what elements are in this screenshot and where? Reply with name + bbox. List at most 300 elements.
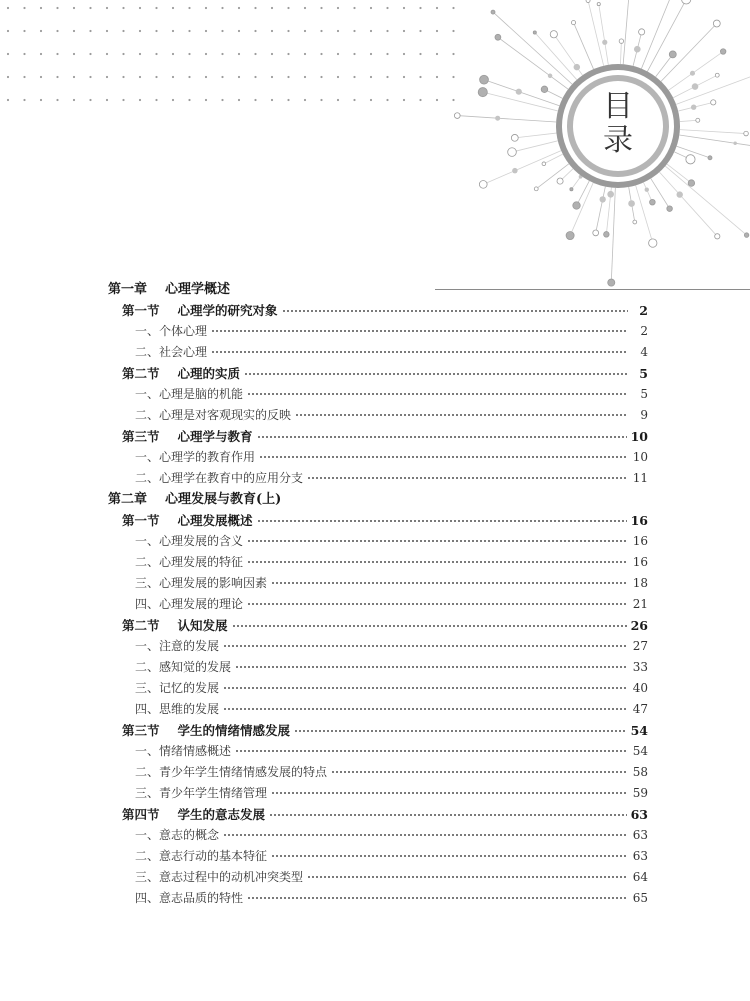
burst-node xyxy=(667,206,673,212)
burst-ray xyxy=(515,133,557,138)
toc-entry-title: 心理学与教育 xyxy=(177,429,253,444)
toc-entry-number: 三、 xyxy=(135,870,160,884)
toc-page-number: 47 xyxy=(632,702,648,716)
burst-node xyxy=(715,234,720,239)
burst-ray xyxy=(641,0,680,69)
burst-node xyxy=(574,64,580,70)
toc-entry-number: 第一节 xyxy=(122,303,160,318)
grid-dot xyxy=(106,30,108,32)
toc-page-number: 5 xyxy=(639,366,648,381)
dot-leader xyxy=(259,454,628,460)
burst-ray xyxy=(647,0,686,71)
toc-page-number: 58 xyxy=(632,765,648,779)
grid-dot xyxy=(172,76,174,78)
burst-node xyxy=(686,155,695,164)
grid-dot xyxy=(89,30,91,32)
grid-dot xyxy=(386,7,388,9)
dot-leader xyxy=(247,895,628,901)
burst-node xyxy=(696,118,700,122)
grid-dot xyxy=(403,53,405,55)
grid-dot xyxy=(40,7,42,9)
toc-item[interactable] xyxy=(108,846,648,867)
grid-dot xyxy=(403,99,405,101)
dot-leader xyxy=(257,518,627,524)
toc-page-number: 63 xyxy=(632,828,648,842)
grid-dot xyxy=(7,99,9,101)
toc-entry-number: 第四节 xyxy=(122,807,160,822)
grid-dot xyxy=(403,30,405,32)
toc-section[interactable] xyxy=(108,510,648,531)
burst-node xyxy=(508,148,517,157)
burst-node xyxy=(548,74,553,79)
grid-dot xyxy=(287,99,289,101)
burst-ray xyxy=(636,185,653,243)
grid-dot xyxy=(73,7,75,9)
toc-page-number: 63 xyxy=(632,849,648,863)
burst-node xyxy=(516,89,522,95)
grid-dot xyxy=(353,53,355,55)
toc-entry-title: 心理发展的含义 xyxy=(159,534,244,548)
grid-dot xyxy=(304,76,306,78)
burst-node xyxy=(512,168,518,174)
grid-dot xyxy=(403,7,405,9)
dot-leader xyxy=(223,832,628,838)
toc-entry-title: 心理的实质 xyxy=(177,366,241,381)
grid-dot xyxy=(320,30,322,32)
toc-entry-number: 第三节 xyxy=(122,429,160,444)
toc-entry-number: 二、 xyxy=(135,471,160,485)
burst-node xyxy=(593,230,599,236)
grid-dot xyxy=(139,76,141,78)
burst-node xyxy=(713,20,720,27)
grid-dot xyxy=(7,76,9,78)
grid-dot xyxy=(370,53,372,55)
dot-leader xyxy=(257,434,627,440)
burst-node xyxy=(495,34,501,40)
toc-item[interactable] xyxy=(108,657,648,678)
grid-dot xyxy=(370,76,372,78)
grid-dot xyxy=(238,76,240,78)
dot-leader xyxy=(307,475,628,481)
grid-dot xyxy=(337,99,339,101)
toc-item[interactable] xyxy=(108,321,648,342)
grid-dot xyxy=(221,76,223,78)
toc-page-number: 2 xyxy=(639,303,648,318)
grid-dot xyxy=(320,99,322,101)
toc-item[interactable] xyxy=(108,888,648,909)
toc-entry-number: 第一节 xyxy=(122,513,160,528)
grid-dot xyxy=(205,7,207,9)
toc-item[interactable] xyxy=(108,594,648,615)
toc-entry-number: 二、 xyxy=(135,849,160,863)
grid-dot xyxy=(386,30,388,32)
toc-entry-title: 青少年学生情绪管理 xyxy=(159,786,268,800)
toc-entry-number: 四、 xyxy=(135,702,160,716)
toc-item[interactable] xyxy=(108,573,648,594)
grid-dot xyxy=(155,53,157,55)
toc-item[interactable] xyxy=(108,783,648,804)
toc-section[interactable] xyxy=(108,720,648,741)
burst-node xyxy=(511,134,518,141)
burst-node xyxy=(628,200,635,207)
burst-ray xyxy=(656,54,673,76)
toc-entry-number: 一、 xyxy=(135,828,160,842)
toc-page-number: 10 xyxy=(632,450,648,464)
toc-entry-title: 学生的意志发展 xyxy=(177,807,266,822)
burst-node xyxy=(692,83,699,90)
grid-dot xyxy=(23,76,25,78)
toc-page-number: 2 xyxy=(640,324,648,338)
grid-dot xyxy=(188,76,190,78)
burst-node xyxy=(480,75,489,84)
grid-dot xyxy=(40,99,42,101)
burst-node xyxy=(639,29,645,35)
grid-dot xyxy=(89,99,91,101)
toc-page-number: 11 xyxy=(632,471,648,485)
dot-leader xyxy=(247,601,628,607)
burst-ray xyxy=(570,183,593,236)
grid-dot xyxy=(73,53,75,55)
toc-entry-number: 三、 xyxy=(135,681,160,695)
burst-node xyxy=(633,220,637,224)
toc-item[interactable] xyxy=(108,531,648,552)
grid-dot xyxy=(353,76,355,78)
dot-leader xyxy=(271,790,628,796)
grid-dot xyxy=(353,7,355,9)
toc-entry-title: 心理是对客观现实的反映 xyxy=(159,408,292,422)
toc-entry-title: 心理学概述 xyxy=(165,282,231,297)
grid-dot xyxy=(188,7,190,9)
grid-dot xyxy=(238,53,240,55)
dot-leader xyxy=(294,728,627,734)
starburst-decoration xyxy=(420,0,750,290)
toc-page-number: 27 xyxy=(632,639,648,653)
toc-entry-title: 心理发展与教育(上) xyxy=(165,492,282,507)
dot-leader xyxy=(307,874,628,880)
burst-node xyxy=(542,162,546,166)
burst-node xyxy=(733,141,736,144)
grid-dot xyxy=(205,53,207,55)
grid-dot xyxy=(221,99,223,101)
toc-item[interactable] xyxy=(108,678,648,699)
toc-entry-number: 三、 xyxy=(135,786,160,800)
toc-entry-title: 感知觉的发展 xyxy=(159,660,232,674)
toc-entry-number: 四、 xyxy=(135,891,160,905)
burst-node xyxy=(677,191,683,197)
burst-ray xyxy=(661,24,717,82)
grid-dot xyxy=(353,30,355,32)
burst-ray xyxy=(667,164,691,183)
toc-entry-number: 四、 xyxy=(135,597,160,611)
toc-page-number: 16 xyxy=(632,534,648,548)
grid-dot xyxy=(188,99,190,101)
grid-dot xyxy=(221,30,223,32)
toc-entry-number: 第二节 xyxy=(122,366,160,381)
grid-dot xyxy=(172,99,174,101)
toc-page-number: 63 xyxy=(630,807,648,822)
toc-entry-title: 心理发展的影响因素 xyxy=(159,576,268,590)
grid-dot xyxy=(23,7,25,9)
dot-leader xyxy=(269,812,627,818)
burst-node xyxy=(550,31,557,38)
toc-item[interactable] xyxy=(108,405,648,426)
burst-node xyxy=(602,40,607,45)
grid-dot xyxy=(23,30,25,32)
grid-dot xyxy=(155,30,157,32)
burst-ray xyxy=(644,183,653,203)
toc-page-number: 26 xyxy=(630,618,648,633)
grid-dot xyxy=(106,7,108,9)
grid-dot xyxy=(7,30,9,32)
grid-dot xyxy=(271,30,273,32)
toc-entry-number: 一、 xyxy=(135,450,160,464)
grid-dot xyxy=(337,30,339,32)
grid-dot xyxy=(122,99,124,101)
dot-leader xyxy=(282,308,628,314)
grid-dot xyxy=(73,30,75,32)
burst-node xyxy=(491,10,495,14)
dot-leader xyxy=(247,391,628,397)
grid-dot xyxy=(106,76,108,78)
toc-entry-title: 意志过程中的动机冲突类型 xyxy=(159,870,304,884)
toc-section[interactable] xyxy=(108,300,648,321)
grid-dot xyxy=(155,99,157,101)
page-title-char-1: 目 xyxy=(603,89,633,124)
grid-dot xyxy=(172,53,174,55)
grid-dot xyxy=(353,99,355,101)
grid-dot xyxy=(23,99,25,101)
grid-dot xyxy=(271,7,273,9)
dot-leader xyxy=(235,664,628,670)
dot-leader xyxy=(295,412,628,418)
burst-node xyxy=(690,71,695,76)
toc-item[interactable] xyxy=(108,342,648,363)
dot-leader xyxy=(235,748,628,754)
grid-dot xyxy=(304,7,306,9)
burst-ray xyxy=(611,188,615,283)
toc-page-number: 21 xyxy=(632,597,648,611)
toc-page-number: 5 xyxy=(640,387,648,401)
burst-ray xyxy=(536,164,569,189)
grid-dot xyxy=(238,99,240,101)
toc-entry-title: 思维的发展 xyxy=(159,702,220,716)
burst-node xyxy=(586,0,590,3)
toc-page-number: 54 xyxy=(632,744,648,758)
toc-item[interactable] xyxy=(108,636,648,657)
burst-node xyxy=(604,232,610,238)
toc-item[interactable] xyxy=(108,468,648,489)
grid-dot xyxy=(386,76,388,78)
grid-dot xyxy=(271,53,273,55)
toc-entry-number: 第二章 xyxy=(108,492,148,507)
dot-leader xyxy=(271,853,628,859)
burst-node xyxy=(708,156,712,160)
toc-entry-title: 意志的概念 xyxy=(159,828,220,842)
page-title-char-2: 录 xyxy=(603,123,633,158)
toc-page-number: 33 xyxy=(632,660,648,674)
grid-dot xyxy=(56,99,58,101)
grid-dot xyxy=(221,7,223,9)
grid-dot xyxy=(254,99,256,101)
grid-dot xyxy=(40,53,42,55)
grid-dot xyxy=(403,76,405,78)
burst-node xyxy=(619,39,623,43)
burst-ray xyxy=(577,181,590,206)
toc-chapter[interactable] xyxy=(108,279,648,300)
grid-dot xyxy=(7,7,9,9)
grid-dot xyxy=(188,30,190,32)
burst-node xyxy=(495,116,500,121)
burst-ray xyxy=(544,154,563,164)
burst-node xyxy=(479,181,487,189)
grid-dot xyxy=(320,53,322,55)
toc-entry-title: 认知发展 xyxy=(177,618,228,633)
toc-entry-number: 第二节 xyxy=(122,618,160,633)
grid-dot xyxy=(304,99,306,101)
grid-dot xyxy=(337,7,339,9)
burst-node xyxy=(744,233,748,237)
burst-node xyxy=(720,49,725,54)
toc-item[interactable] xyxy=(108,825,648,846)
burst-ray xyxy=(588,1,604,66)
grid-dot xyxy=(172,7,174,9)
grid-dot xyxy=(205,76,207,78)
toc-page-number: 54 xyxy=(630,723,648,738)
toc-entry-title: 心理学在教育中的应用分支 xyxy=(159,471,304,485)
grid-dot xyxy=(40,76,42,78)
toc-page-number: 65 xyxy=(632,891,648,905)
burst-ray xyxy=(493,12,572,84)
grid-dot xyxy=(271,99,273,101)
grid-dot xyxy=(320,7,322,9)
table-of-contents xyxy=(108,279,648,909)
toc-entry-number: 一、 xyxy=(135,324,160,338)
burst-node xyxy=(454,113,460,119)
toc-page-number: 18 xyxy=(632,576,648,590)
burst-node xyxy=(688,180,695,187)
grid-dot xyxy=(122,76,124,78)
burst-node xyxy=(533,31,536,34)
grid-dot xyxy=(73,76,75,78)
dot-leader xyxy=(223,643,628,649)
burst-ray xyxy=(574,23,594,69)
grid-dot xyxy=(73,99,75,101)
toc-item[interactable] xyxy=(108,867,648,888)
grid-dot xyxy=(7,53,9,55)
grid-dot xyxy=(106,99,108,101)
grid-dot xyxy=(287,53,289,55)
toc-item[interactable] xyxy=(108,384,648,405)
toc-entry-title: 学生的情绪情感发展 xyxy=(177,723,291,738)
toc-entry-title: 情绪情感概述 xyxy=(159,744,232,758)
dot-leader xyxy=(247,538,628,544)
toc-entry-number: 第一章 xyxy=(108,282,148,297)
grid-dot xyxy=(139,99,141,101)
burst-node xyxy=(570,188,573,191)
grid-dot xyxy=(337,76,339,78)
burst-ray xyxy=(483,151,561,185)
burst-ray xyxy=(457,116,556,122)
toc-section[interactable] xyxy=(108,804,648,825)
toc-chapter[interactable] xyxy=(108,489,648,510)
toc-entry-title: 个体心理 xyxy=(159,324,208,338)
toc-item[interactable] xyxy=(108,699,648,720)
toc-entry-title: 意志行动的基本特征 xyxy=(159,849,268,863)
grid-dot xyxy=(122,30,124,32)
grid-dot xyxy=(370,7,372,9)
dot-leader xyxy=(223,706,628,712)
toc-item[interactable] xyxy=(108,762,648,783)
burst-ray xyxy=(665,166,746,235)
toc-item[interactable] xyxy=(108,552,648,573)
grid-dot xyxy=(89,7,91,9)
grid-dot xyxy=(287,76,289,78)
grid-dot xyxy=(122,53,124,55)
burst-node xyxy=(715,73,719,77)
toc-item[interactable] xyxy=(108,447,648,468)
grid-dot xyxy=(386,53,388,55)
grid-dot xyxy=(287,7,289,9)
toc-entry-title: 意志品质的特性 xyxy=(159,891,244,905)
grid-dot xyxy=(254,53,256,55)
toc-page-number: 16 xyxy=(632,555,648,569)
toc-entry-number: 三、 xyxy=(135,576,160,590)
toc-section[interactable] xyxy=(108,363,648,384)
grid-dot xyxy=(139,53,141,55)
toc-entry-number: 一、 xyxy=(135,534,160,548)
burst-node xyxy=(534,187,538,191)
toc-entry-number: 二、 xyxy=(135,765,160,779)
grid-dot xyxy=(205,99,207,101)
toc-entry-title: 心理发展的理论 xyxy=(159,597,244,611)
toc-entry-number: 一、 xyxy=(135,387,160,401)
dot-grid-decoration xyxy=(0,0,470,110)
burst-node xyxy=(669,51,676,58)
grid-dot xyxy=(56,53,58,55)
toc-entry-title: 心理学的研究对象 xyxy=(177,303,278,318)
toc-page-number: 40 xyxy=(632,681,648,695)
grid-dot xyxy=(155,76,157,78)
grid-dot xyxy=(139,30,141,32)
toc-entry-number: 一、 xyxy=(135,744,160,758)
burst-ray xyxy=(596,187,606,233)
burst-ray xyxy=(680,120,698,121)
burst-node xyxy=(597,2,600,5)
toc-entry-title: 心理是脑的机能 xyxy=(159,387,244,401)
toc-entry-number: 第三节 xyxy=(122,723,160,738)
burst-node xyxy=(566,232,574,240)
toc-page-number: 4 xyxy=(640,345,648,359)
dot-leader xyxy=(244,371,628,377)
toc-section[interactable] xyxy=(108,426,648,447)
toc-entry-title: 心理发展概述 xyxy=(177,513,253,528)
burst-node xyxy=(711,100,716,105)
toc-entry-title: 心理发展的特征 xyxy=(159,555,244,569)
toc-item[interactable] xyxy=(108,741,648,762)
burst-ray xyxy=(512,141,558,152)
grid-dot xyxy=(172,30,174,32)
grid-dot xyxy=(23,53,25,55)
burst-node xyxy=(557,178,563,184)
toc-entry-title: 青少年学生情绪情感发展的特点 xyxy=(159,765,328,779)
burst-ray xyxy=(599,4,609,65)
toc-page-number: 59 xyxy=(632,786,648,800)
grid-dot xyxy=(238,30,240,32)
burst-node xyxy=(645,188,649,192)
toc-section[interactable] xyxy=(108,615,648,636)
dot-leader xyxy=(211,328,628,334)
grid-dot xyxy=(205,30,207,32)
